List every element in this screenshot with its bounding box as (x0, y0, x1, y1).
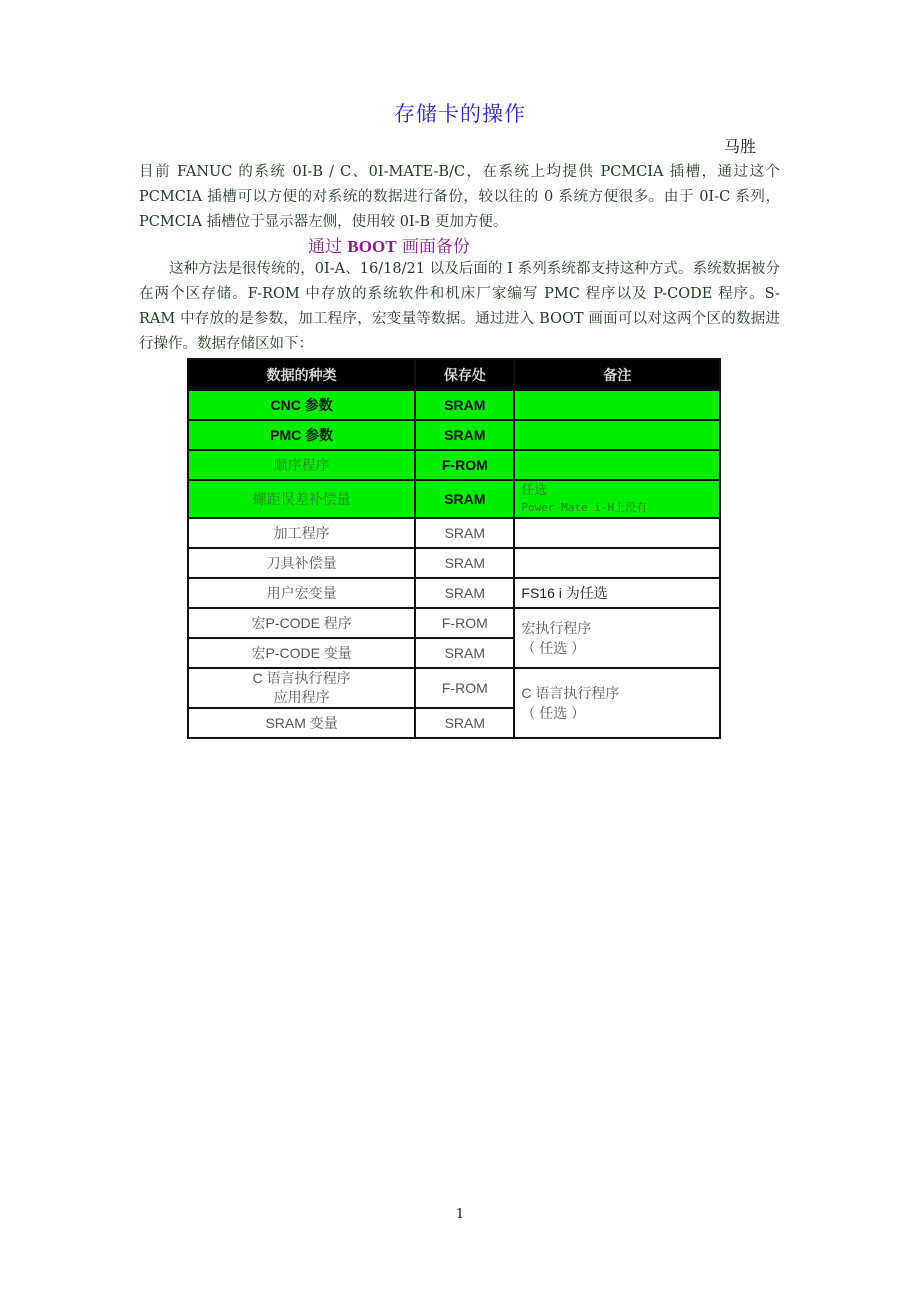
cell-type: CNC 参数 (188, 390, 415, 420)
cell-note (514, 518, 720, 548)
type-line: 应用程序 (273, 689, 330, 705)
cell-type: 螺距误差补偿量 (188, 480, 415, 518)
cell-type: 顺序程序 (188, 450, 415, 480)
cell-location: F-ROM (415, 608, 514, 638)
table-row (188, 518, 720, 548)
cell-location: F-ROM (415, 450, 514, 480)
cell-location: SRAM (415, 638, 514, 668)
table-row (188, 548, 720, 578)
table-header-row (188, 359, 720, 390)
cell-note: FS16 i 为任选 (514, 578, 720, 608)
section-heading-prefix: 通过 (308, 237, 342, 257)
cell-type: 加工程序 (188, 518, 415, 548)
table-row (188, 480, 720, 518)
cell-location: SRAM (415, 390, 514, 420)
page-number: 1 (455, 1207, 465, 1222)
data-storage-table (187, 358, 721, 739)
cell-location: SRAM (415, 548, 514, 578)
header-data-type: 数据的种类 (188, 359, 415, 390)
table-row (188, 608, 720, 638)
cell-type: PMC 参数 (188, 420, 415, 450)
note-line: 任选 (521, 482, 548, 497)
table-row (188, 450, 720, 480)
cell-type: 宏P-CODE 变量 (188, 638, 415, 668)
note-line: （ 任选 ） (521, 640, 586, 656)
cell-type: 用户宏变量 (188, 578, 415, 608)
cell-type: 宏P-CODE 程序 (188, 608, 415, 638)
cell-location: SRAM (415, 708, 514, 738)
cell-location: SRAM (415, 480, 514, 518)
cell-note (514, 390, 720, 420)
author-name: 马胜 (724, 137, 757, 156)
document-title: 存储卡的操作 (394, 102, 526, 126)
table-row (188, 578, 720, 608)
table-row (188, 668, 720, 708)
type-line: C 语言执行程序 (252, 670, 351, 686)
cell-location: SRAM (415, 420, 514, 450)
cell-note (514, 480, 720, 518)
header-note: 备注 (514, 359, 720, 390)
table-row (188, 390, 720, 420)
cell-type: SRAM 变量 (188, 708, 415, 738)
cell-location: SRAM (415, 518, 514, 548)
cell-location: F-ROM (415, 668, 514, 708)
note-line: Power Mate i-H上没有 (521, 501, 648, 514)
cell-type: 刀具补偿量 (188, 548, 415, 578)
cell-note (514, 608, 720, 668)
cell-note (514, 420, 720, 450)
note-line: 宏执行程序 (521, 620, 592, 636)
header-location: 保存处 (415, 359, 514, 390)
note-line: C 语言执行程序 (521, 685, 620, 701)
cell-note (514, 548, 720, 578)
section-heading (308, 232, 470, 257)
section-heading-suffix: 画面备份 (401, 237, 470, 257)
intro-paragraph: 目前 FANUC 的系统 0I-B / C、0I-MATE-B/C，在系统上均提供 PCMCIA 插槽，通过这个 PCMCIA 插槽可以方便的对系统的数据进行备份，较以往的 0 系统方便很多。由于 0I-C 系列，PCMCIA 插槽位于显示器左侧，使用较 0I-B 更加方便。 (139, 164, 780, 230)
cell-type (188, 668, 415, 708)
table-row (188, 420, 720, 450)
section-heading-bold: BOOT (347, 237, 397, 256)
cell-note (514, 450, 720, 480)
cell-note (514, 668, 720, 738)
note-line: （ 任选 ） (521, 705, 586, 721)
boot-paragraph: 这种方法是很传统的，0I-A、16/18/21 以及后面的 I 系列系统都支持这种方式。系统数据被分在两个区存储。F-ROM 中存放的系统软件和机床厂家编写 PMC 程序以及 P-CODE 程序。S-RAM 中存放的是参数，加工程序，宏变量等数据。通过进入 BOOT 画面可以对这两个区的数据进行操作。数据存储区如下： (139, 261, 780, 352)
cell-location: SRAM (415, 578, 514, 608)
